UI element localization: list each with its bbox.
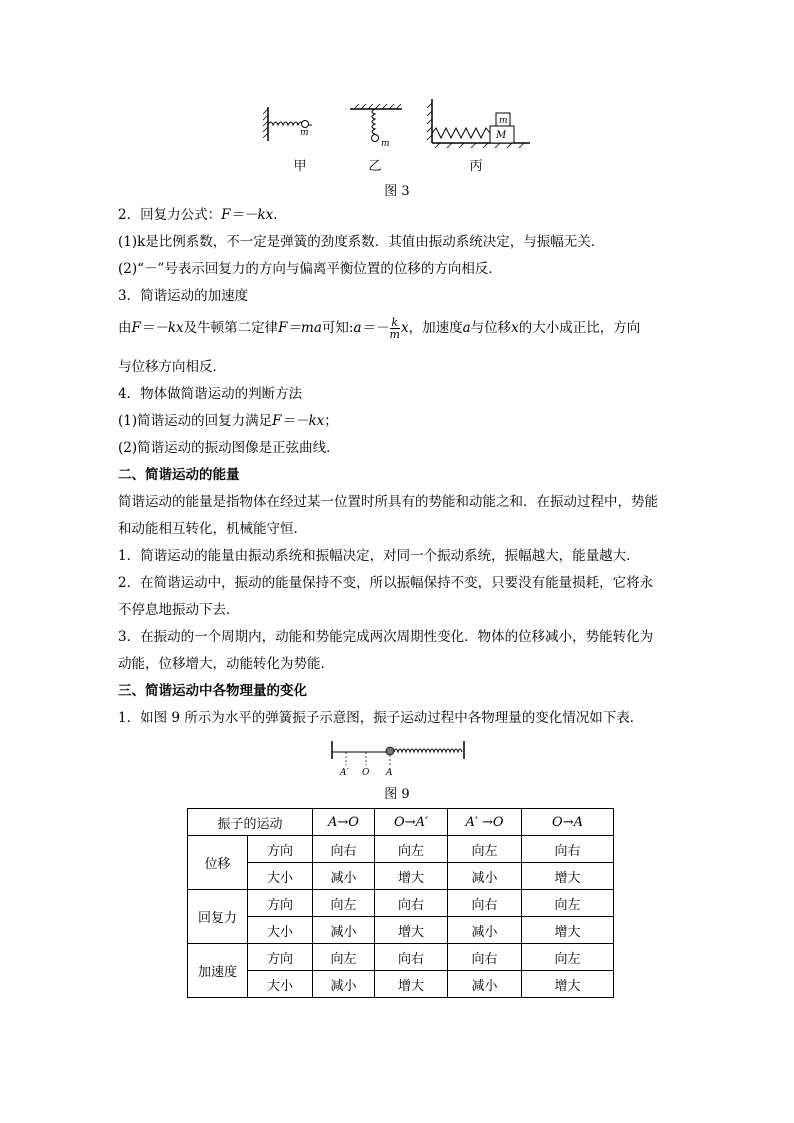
table-cell: 向左 xyxy=(313,890,375,917)
table-cell: 增大 xyxy=(375,917,448,944)
text-line: 2．在简谐运动中，振动的能量保持不变，所以振幅保持不变，只要没有能量损耗，它将永 xyxy=(118,575,654,591)
acceleration-formula: 由F＝－kx及牛顿第二定律F＝ma可知:a＝－ $\frac{k}{m}$ x，加速度a与位移x的大小成正比，方向 xyxy=(118,316,641,341)
table-cell: 减小 xyxy=(448,917,522,944)
section-heading: 4．物体做简谐运动的判断方法 xyxy=(118,386,303,402)
figure-3-label-bing: 丙 xyxy=(469,159,483,174)
mass-label-bing-small: m xyxy=(499,116,508,126)
table-cell: 向右 xyxy=(313,836,375,863)
table-cell: 减小 xyxy=(313,971,375,998)
table-row xyxy=(188,863,614,890)
table-group-label: 回复力 xyxy=(188,890,248,944)
restoring-force-formula: 2．回复力公式：F＝－kx. xyxy=(118,207,278,223)
table-header-row xyxy=(188,809,614,836)
table-cell: 增大 xyxy=(522,971,614,998)
table-row xyxy=(188,917,614,944)
table-cell: 向左 xyxy=(313,944,375,971)
table-attr-cell: 方向 xyxy=(248,836,313,863)
text-line: 和动能相互转化，机械能守恒． xyxy=(118,521,307,537)
spring-setup-bing xyxy=(427,99,530,148)
section-heading: 二、简谐运动的能量 xyxy=(118,467,240,483)
text-line: (2)“－”号表示回复力的方向与偏离平衡位置的位移的方向相反． xyxy=(118,261,502,277)
table-attr-cell: 大小 xyxy=(248,971,313,998)
table-header-cell: O→A′ xyxy=(375,809,448,836)
table-cell: 增大 xyxy=(522,863,614,890)
section-heading: 三、简谐运动中各物理量的变化 xyxy=(118,683,307,699)
text-line: (1)k是比例系数，不一定是弹簧的劲度系数．其值由振动系统决定，与振幅无关． xyxy=(118,234,605,250)
mass-label-yi: m xyxy=(381,139,390,149)
table-cell: 向左 xyxy=(522,890,614,917)
fraction-k-over-m: $\frac{k}{m}$ xyxy=(389,316,400,341)
table-cell: 向右 xyxy=(448,890,522,917)
table-group-label: 加速度 xyxy=(188,944,248,998)
section-heading: 3．简谐运动的加速度 xyxy=(118,288,249,304)
physical-quantity-table xyxy=(187,808,614,998)
text-line: 1．简谐运动的能量由振动系统和振幅决定，对同一个振动系统，振幅越大，能量越大． xyxy=(118,548,640,564)
table-header-cell: O→A xyxy=(522,809,614,836)
table-cell: 减小 xyxy=(448,863,522,890)
table-cell: 向右 xyxy=(375,890,448,917)
label-a-prime: A′ xyxy=(340,768,349,778)
table-row xyxy=(188,971,614,998)
table-attr-cell: 大小 xyxy=(248,917,313,944)
text-line: 1．如图 9 所示为水平的弹簧振子示意图，振子运动过程中各物理量的变化情况如下表． xyxy=(118,710,644,726)
text-line: (1)简谐运动的回复力满足F＝－kx； xyxy=(118,413,338,429)
table-attr-cell: 大小 xyxy=(248,863,313,890)
figure-3-label-jia: 甲 xyxy=(293,159,307,174)
label-a: A xyxy=(386,768,393,778)
text-line: 动能，位移增大，动能转化为势能． xyxy=(118,656,334,672)
figure-9-caption: 图 9 xyxy=(384,787,410,802)
label-o: O xyxy=(362,768,370,778)
mass-label-jia: m xyxy=(300,128,309,138)
text-line: 与位移方向相反． xyxy=(118,359,226,375)
table-header-cell: 振子的运动 xyxy=(188,809,313,836)
figure-9-diagram xyxy=(328,737,468,779)
table-cell: 向右 xyxy=(448,944,522,971)
table-header-cell: A′ →O xyxy=(448,809,522,836)
table-cell: 向左 xyxy=(522,944,614,971)
table-group-label: 位移 xyxy=(188,836,248,890)
table-cell: 向左 xyxy=(375,836,448,863)
table-cell: 增大 xyxy=(522,917,614,944)
text-line: 简谐运动的能量是指物体在经过某一位置时所具有的势能和动能之和．在振动过程中，势能 xyxy=(118,494,658,510)
text-line: (2)简谐运动的振动图像是正弦曲线． xyxy=(118,440,340,456)
table-cell: 减小 xyxy=(313,917,375,944)
table-row xyxy=(188,944,614,971)
table-row xyxy=(188,890,614,917)
table-cell: 减小 xyxy=(313,863,375,890)
table-row xyxy=(188,836,614,863)
table-cell: 减小 xyxy=(448,971,522,998)
table-attr-cell: 方向 xyxy=(248,890,313,917)
spring-setup-yi xyxy=(350,104,402,142)
table-cell: 增大 xyxy=(375,971,448,998)
mass-label-bing-big: M xyxy=(496,130,507,141)
table-cell: 向左 xyxy=(448,836,522,863)
text-line: 3．在振动的一个周期内，动能和势能完成两次周期性变化．物体的位移减小，势能转化为 xyxy=(118,629,654,645)
text-line: 不停息地振动下去． xyxy=(118,602,240,618)
table-cell: 增大 xyxy=(375,863,448,890)
table-cell: 向右 xyxy=(375,944,448,971)
figure-3-label-yi: 乙 xyxy=(368,159,382,174)
figure-3-caption: 图 3 xyxy=(384,184,410,199)
table-cell: 向右 xyxy=(522,836,614,863)
table-attr-cell: 方向 xyxy=(248,944,313,971)
table-header-cell: A→O xyxy=(313,809,375,836)
